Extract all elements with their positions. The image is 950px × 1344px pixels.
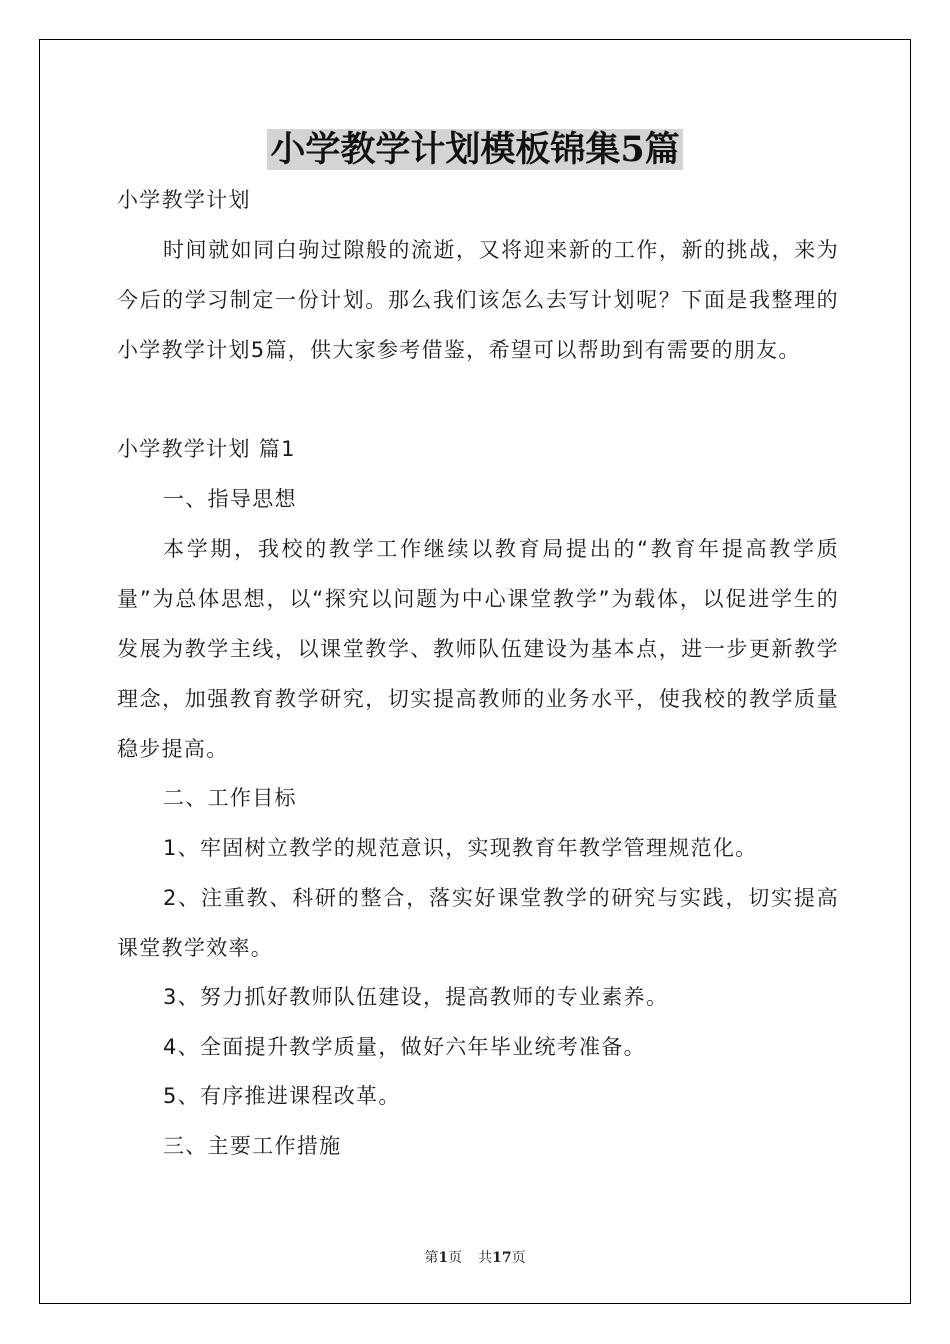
goal-item-3: 3、努力抓好教师队伍建设，提高教师的专业素养。 (163, 985, 669, 1009)
footer-total-prefix: 共 (478, 1250, 493, 1266)
intro-paragraph: 时间就如同白驹过隙般的流逝，又将迎来新的工作，新的挑战，来为今后的学习制定一份计划。那么我们该怎么去写计划呢？下面是我整理的小学教学计划5篇，供大家参考借鉴，希望可以帮助到有需要的朋友。 (117, 238, 839, 362)
section-label: 小学教学计划 (117, 188, 251, 212)
guiding-ideology-paragraph: 本学期，我校的教学工作继续以教育局提出的“教育年提高教学质量”为总体思想，以“探究以问题为中心课堂教学”为载体，以促进学生的发展为教学主线，以课堂教学、教师队伍建设为基本点，进一步更新教学理念，加强教育教学研究，切实提高教师的业务水平，使我校的教学质量稳步提高。 (117, 537, 839, 761)
footer-total-suffix: 页 (511, 1250, 526, 1266)
goal-item-5: 5、有序推进课程改革。 (163, 1084, 401, 1108)
page-footer (0, 1247, 950, 1267)
heading-guiding-ideology: 一、指导思想 (163, 487, 297, 511)
goal-item-2: 2、注重教、科研的整合，落实好课堂教学的研究与实践，切实提高课堂教学效率。 (117, 886, 839, 960)
heading-work-goals: 二、工作目标 (163, 786, 297, 810)
footer-total-pages: 17 (492, 1250, 512, 1266)
document-title: 小学教学计划模板锦集5篇 (0, 124, 950, 176)
chapter-heading: 小学教学计划 篇1 (117, 437, 296, 461)
heading-main-measures: 三、主要工作措施 (163, 1134, 342, 1158)
goal-item-4: 4、全面提升教学质量，做好六年毕业统考准备。 (163, 1035, 646, 1059)
goal-item-1: 1、牢固树立教学的规范意识，实现教育年教学管理规范化。 (163, 836, 758, 860)
footer-page-prefix: 第 (424, 1250, 439, 1266)
footer-page-suffix: 页 (448, 1250, 463, 1266)
footer-page-number: 1 (438, 1250, 449, 1266)
